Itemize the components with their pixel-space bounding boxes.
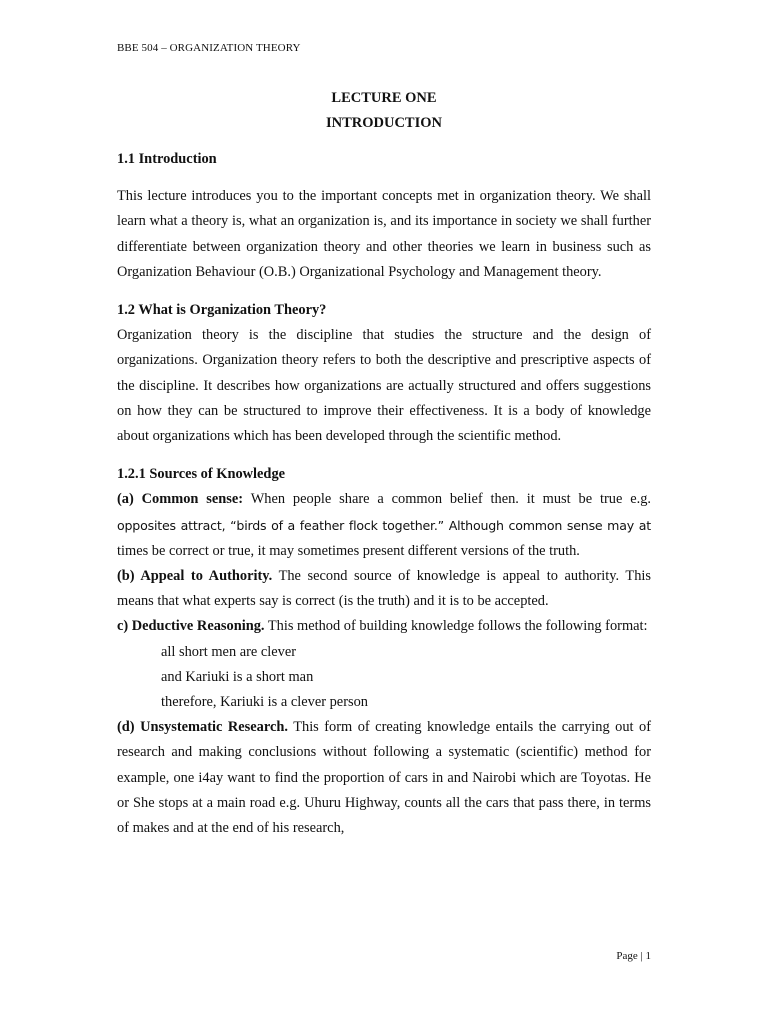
item-label-unsystematic-research: (d) Unsystematic Research. bbox=[117, 719, 288, 736]
item-appeal-to-authority bbox=[117, 564, 651, 614]
item-label-common-sense: (a) Common sense: bbox=[117, 491, 244, 508]
section-heading-introduction: 1.1 Introduction bbox=[117, 151, 217, 167]
item-deductive-reasoning bbox=[117, 614, 651, 639]
syllogism-line-3: therefore, Kariuki is a clever person bbox=[161, 694, 368, 711]
item-text-common-sense-1: When people share a common belief then. it must be true e.g. bbox=[250, 491, 651, 508]
paragraph-introduction: This lecture introduces you to the important concepts met in organization theory. We shall learn what a theory is, what an organization is, and its importance in society we shall further differentiate between organization theory and other theories we learn in business such as Organization Behaviour (O.B.) Organizational Psychology and Management theory. bbox=[117, 188, 651, 280]
running-header: BBE 504 – ORGANIZATION THEORY bbox=[117, 42, 301, 54]
item-common-sense bbox=[117, 487, 651, 564]
page-number-footer: Page | 1 bbox=[616, 950, 651, 962]
paragraph-organization-theory: Organization theory is the discipline that studies the structure and the design of organizations. Organization theory refers to both the descriptive and prescriptive aspects of the discipline. It describes how organizations are actually structured and offers suggestions on how they can be structured to improve their effectiveness. It is a body of knowledge about organizations which has been developed through the scientific method. bbox=[117, 327, 651, 445]
syllogism-line-2: and Kariuki is a short man bbox=[161, 668, 314, 685]
item-label-appeal-to-authority: (b) Appeal to Authority. bbox=[117, 568, 273, 585]
item-text-unsystematic-research: This form of creating knowledge entails the carrying out of research and making conclusions without following a systematic (scientific) method for example, one i4ay want to find the proportion of cars in and Nairobi which are Toyotas. He or She stops at a main road e.g. Uhuru Highway, counts all the cars that pass there, in terms of makes and at the end of his research, bbox=[117, 719, 652, 837]
lecture-number-title: LECTURE ONE bbox=[331, 90, 437, 106]
document-body bbox=[117, 147, 651, 841]
item-text-appeal-to-authority: The second source of knowledge is appeal to authority. This means that what experts say is correct (is the truth) and it is to be accepted. bbox=[117, 568, 651, 610]
lecture-topic-title: INTRODUCTION bbox=[325, 115, 442, 131]
item-text-deductive-reasoning: This method of building knowledge follows the following format: bbox=[267, 618, 648, 635]
item-unsystematic-research bbox=[117, 715, 651, 841]
item-text-common-sense-quote: opposites attract, “birds of a feather flock together.” Although common sense may at bbox=[117, 517, 651, 533]
lecture-title-block bbox=[0, 86, 768, 136]
syllogism-line-1: all short men are clever bbox=[161, 643, 297, 660]
section-heading-what-is-organization-theory: 1.2 What is Organization Theory? bbox=[117, 302, 327, 319]
item-label-deductive-reasoning: c) Deductive Reasoning. bbox=[117, 618, 265, 635]
item-text-common-sense-2: times be correct or true, it may sometimes present different versions of the truth. bbox=[117, 542, 580, 559]
section-heading-sources-of-knowledge: 1.2.1 Sources of Knowledge bbox=[117, 466, 286, 483]
